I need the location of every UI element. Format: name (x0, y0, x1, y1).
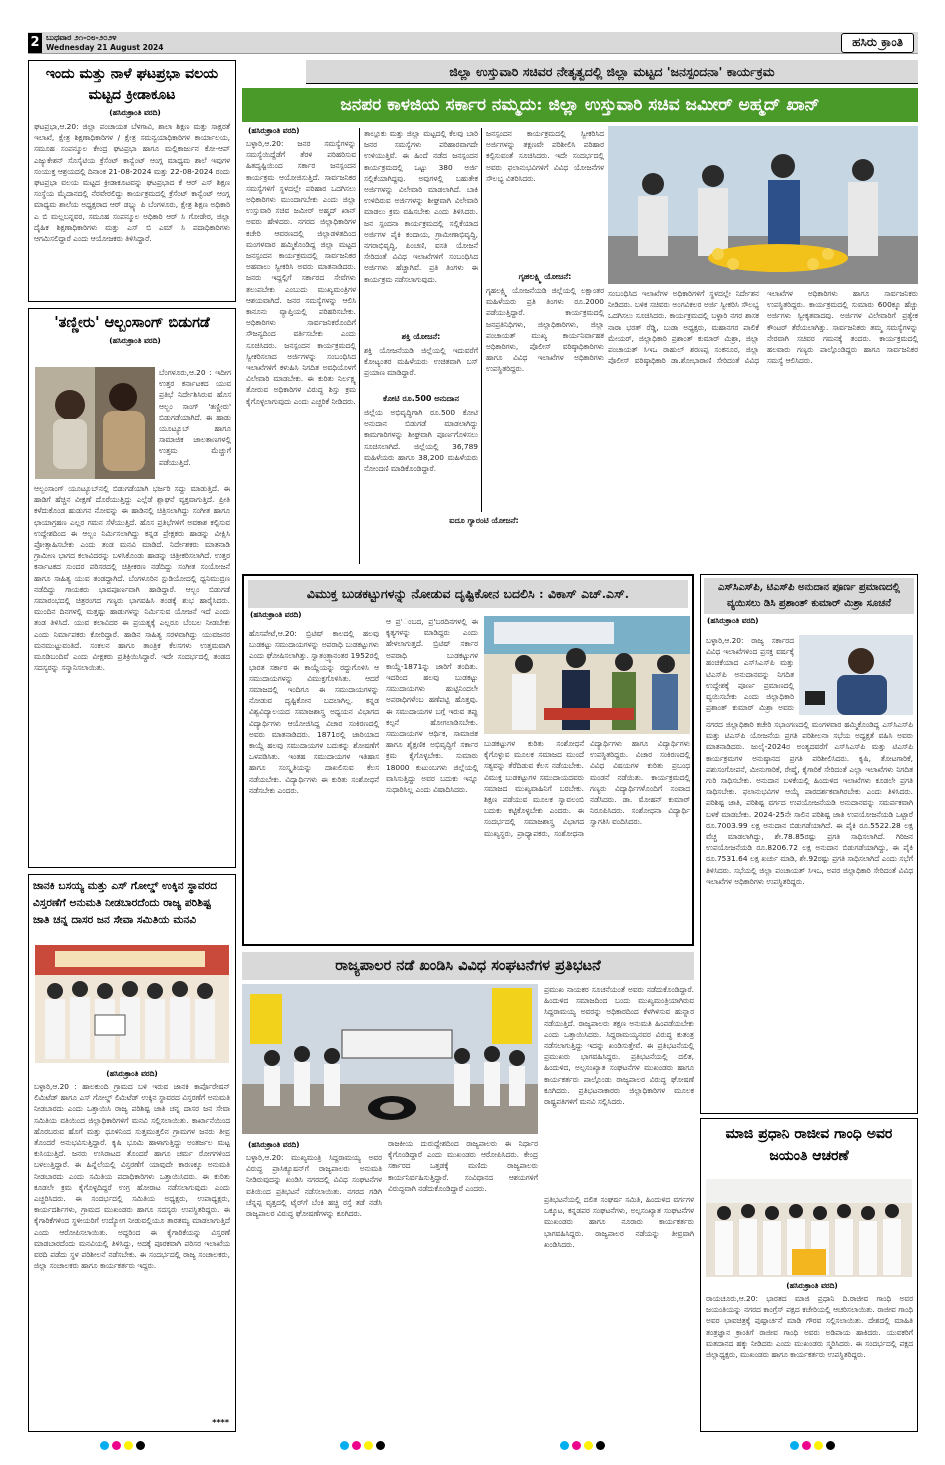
article-sports-meet (28, 60, 236, 302)
registration-marks-right (790, 1441, 835, 1450)
date-local: ಬುಧವಾರ ೨೧-೦೮-೨೦೨೪ (46, 33, 117, 42)
paper-name: ಹಸಿರು ಕ್ರಾಂತಿ (841, 33, 914, 53)
dc-photo (799, 635, 913, 715)
headline: ಮಾಜಿ ಪ್ರಧಾನಿ ರಾಜೀವ ಗಾಂಧಿ ಅವರ ಜಯಂತಿ ಆಚರಣೆ (725, 1126, 893, 1164)
protest-photo (242, 984, 538, 1134)
byline: (ಹಸಿರುಕ್ರಾಂತಿ ವರದಿ) (109, 108, 161, 117)
registration-marks-mid-left (340, 1441, 385, 1450)
page-number: 2 (28, 33, 42, 53)
protest-col-1: ಬಳ್ಳಾರಿ,ಆ.20: ಮುಖ್ಯಮಂತ್ರಿ ಸಿದ್ದರಾಮಯ್ಯ ಅವರ ವಿರುದ್ಧ ಪ್ರಾಸಿಕ್ಯೂಷನ್‌ಗೆ ರಾಜ್ಯಪಾಲರು ಅನುಮತಿ ನೀಡಿರುವುದನ್ನು ಖಂಡಿಸಿ ನಗರದಲ್ಲಿ ವಿವಿಧ ಸಂಘಟನೆಗಳ ವತಿಯಿಂದ ಪ್ರತಿಭಟನೆ ನಡೆಸಲಾಯಿತು. ನಗರದ ಗಡಿಗಿ ಚೆನ್ನಪ್ಪ ವೃತ್ತದಲ್ಲಿ ಟೈರ್‌ಗೆ ಬೆಂಕಿ ಹಚ್ಚಿ ರಸ್ತೆ ತಡೆ ನಡೆಸಿ ರಾಜ್ಯಪಾಲರ ವಿರುದ್ಧ ಘೋಷಣೆಗಳನ್ನು ಕೂಗಿದರು. (246, 1153, 382, 1219)
protest-right-col: ಪ್ರಮುಖ ನಾಯಕರ ಸೂಚನೆಯಂತೆ ಅವರು ನಡೆದುಕೊಂಡಿದ್ದಾರೆ. ಹಿಂದುಳಿದ ಸಮಾಜದಿಂದ ಬಂದು ಮುಖ್ಯಮಂತ್ರಿಯಾಗಿರುವ ಸಿದ್ದರಾಮಯ್ಯ ಅವರನ್ನು ಅಧಿಕಾರದಿಂದ ಕೆಳಗಿಳಿಸುವ ಹುನ್ನಾರ ನಡೆಯುತ್ತಿದೆ. ರಾಜ್ಯಪಾಲರು ತಕ್ಷಣ ಅನುಮತಿ ಹಿಂಪಡೆಯಬೇಕು ಎಂದು ಒತ್ತಾಯಿಸಿದರು. ಸಿದ್ದರಾಮಯ್ಯನವರ ವಿರುದ್ಧ ಕುತಂತ್ರ ನಡೆಸಲಾಗುತ್ತಿದ್ದು ಇದನ್ನು ಖಂಡಿಸುತ್ತೇವೆ. ಈ ಪ್ರತಿಭಟನೆಯಲ್ಲಿ ಪ್ರಮುಖರು ಭಾಗವಹಿಸಿದ್ದರು. ಪ್ರತಿಭಟನೆಯಲ್ಲಿ ದಲಿತ, ಹಿಂದುಳಿದ, ಅಲ್ಪಸಂಖ್ಯಾತ ಸಂಘಟನೆಗಳ ಮುಖಂಡರು ಹಾಗೂ ಕಾರ್ಯಕರ್ತರು ಪಾಲ್ಗೊಂಡು ರಾಜ್ಯಪಾಲರ ವಿರುದ್ಧ ಘೋಷಣೆ ಕೂಗಿದರು. ಪ್ರತಿಭಟನಾಕಾರರು ಜಿಲ್ಲಾಧಿಕಾರಿಗಳ ಮೂಲಕ ರಾಷ್ಟ್ರಪತಿಗಳಿಗೆ ಮನವಿ ಸಲ್ಲಿಸಿದರು. (544, 985, 694, 1107)
byline: (ಹಸಿರುಕ್ರಾಂತಿ ವರದಿ) (109, 336, 161, 345)
lead-story (242, 60, 918, 566)
vimukta-col-1: ಹೊಸಪೇಟೆ,ಆ.20: ಬ್ರಿಟಿಷ್ ಕಾಲದಲ್ಲಿ ಹಲವು ಬುಡಕಟ್ಟು ಸಮುದಾಯಗಳನ್ನು ಅಪರಾಧಿ ಬುಡಕಟ್ಟುಗಳು ಎಂದು ಘೋಷಿಸಲಾಗಿತ್ತು. ಸ್ವಾತಂತ್ರ್ಯಾನಂತರ 1952ರಲ್ಲಿ ಭಾರತ ಸರ್ಕಾರ ಈ ಕಾಯ್ದೆಯನ್ನು ರದ್ದುಗೊಳಿಸಿ ಆ ಸಮುದಾಯಗಳನ್ನು ವಿಮುಕ್ತಗೊಳಿಸಿತು. ಆದರೆ ಸಮಾಜದಲ್ಲಿ ಇಂದಿಗೂ ಈ ಸಮುದಾಯಗಳನ್ನು ನೋಡುವ ದೃಷ್ಟಿಕೋನ ಬದಲಾಗಿಲ್ಲ. ಕನ್ನಡ ವಿಶ್ವವಿದ್ಯಾಲಯದ ಸಮಾಜಶಾಸ್ತ್ರ ಅಧ್ಯಯನ ವಿಭಾಗದ ವಿದ್ಯಾರ್ಥಿಗಳು ಆಯೋಜಿಸಿದ್ದ ವಿಚಾರ ಸಂಕಿರಣದಲ್ಲಿ ಅವರು ಮಾತನಾಡಿದರು. 1871ರಲ್ಲಿ ಜಾರಿಯಾದ ಕಾಯ್ದೆ ಹಲವು ಸಮುದಾಯಗಳ ಬದುಕನ್ನು ಶೋಷಣೆಗೆ ಒಳಪಡಿಸಿತು. ಇಂತಹ ಸಮುದಾಯಗಳ ಇತಿಹಾಸ ಹಾಗೂ ಸಂಸ್ಕೃತಿಯನ್ನು ದಾಖಲಿಸುವ ಕೆಲಸ ನಡೆಯಬೇಕು. ವಿದ್ಯಾರ್ಥಿಗಳು ಈ ಕುರಿತು ಸಂಶೋಧನೆ ನಡೆಸಬೇಕು ಎಂದರು. (249, 629, 379, 795)
headline: ರಾಜ್ಯಪಾಲರ ನಡೆ ಖಂಡಿಸಿ ವಿವಿಧ ಸಂಘಟನೆಗಳ ಪ್ರತಿಭಟನೆ (242, 952, 694, 980)
masthead (28, 32, 918, 54)
headline: ಎಸ್‌ಸಿಎಸ್‌ಪಿ, ಟಿಎಸ್‌ಪಿ ಅನುದಾನ ಪೂರ್ಣ ಪ್ರಮಾಣದಲ್ಲಿ ವ್ಯಯಿಸಲು ಡಿಸಿ ಪ್ರಶಾಂತ್ ಕುಮಾರ್ ಮಿಶ್ರಾ ಸೂಚನೆ (704, 578, 914, 614)
headline: 'ತಣ್ಣೀರು' ಆಲ್ಬಂಸಾಂಗ್ ಬಿಡುಗಡೆ (54, 314, 210, 331)
article-body: ಬಳ್ಳಾರಿ,ಆ.20 : ಹಾಲಕುಂದಿ ಗ್ರಾಮದ ಬಳಿ ಇರುವ ಜಾನಕಿ ಕಾರ್ಪೊರೇಷನ್ ಲಿಮಿಟೆಡ್ ಹಾಗೂ ಎಸ್ ಗೋಲ್ಡ್ ಲಿಮಿಟೆಡ್ ಉಕ್ಕಿನ ಸ್ಥಾವರದ ವಿಸ್ತರಣೆಗೆ ಅನುಮತಿ ನೀಡಬಾರದು ಎಂದು ಒತ್ತಾಯಿಸಿ ರಾಜ್ಯ ಪರಿಶಿಷ್ಟ ಜಾತಿ ಚನ್ನ ದಾಸರ ಜನ ಸೇವಾ ಸಮಿತಿಯ ವತಿಯಿಂದ ಜಿಲ್ಲಾಧಿಕಾರಿಗಳಿಗೆ ಮನವಿ ಸಲ್ಲಿಸಲಾಯಿತು. ಕಾರ್ಖಾನೆಯಿಂದ ಹೊರಬರುವ ಹೊಗೆ ಮತ್ತು ಧೂಳಿನಿಂದ ಸುತ್ತಮುತ್ತಲಿನ ಗ್ರಾಮಗಳ ಜನರು ತೀವ್ರ ತೊಂದರೆ ಅನುಭವಿಸುತ್ತಿದ್ದಾರೆ. ಕೃಷಿ ಭೂಮಿ ಹಾಳಾಗುತ್ತಿದ್ದು ಅಂತರ್ಜಲ ಮಟ್ಟ ಕುಸಿಯುತ್ತಿದೆ. ಜನರು ಉಸಿರಾಟದ ತೊಂದರೆ ಹಾಗೂ ಚರ್ಮ ರೋಗಗಳಿಂದ ಬಳಲುತ್ತಿದ್ದಾರೆ. ಈ ಹಿನ್ನೆಲೆಯಲ್ಲಿ ವಿಸ್ತರಣೆಗೆ ಯಾವುದೇ ಕಾರಣಕ್ಕೂ ಅನುಮತಿ ನೀಡಬಾರದು ಎಂದು ಸಮಿತಿಯ ಪದಾಧಿಕಾರಿಗಳು ಒತ್ತಾಯಿಸಿದರು. ಈ ಕುರಿತು ಕೂಡಲೇ ಕ್ರಮ ಕೈಗೊಳ್ಳದಿದ್ದರೆ ಉಗ್ರ ಹೋರಾಟ ನಡೆಸಲಾಗುವುದು ಎಂದು ಎಚ್ಚರಿಸಿದರು. ಈ ಸಂದರ್ಭದಲ್ಲಿ ಸಮಿತಿಯ ಅಧ್ಯಕ್ಷರು, ಉಪಾಧ್ಯಕ್ಷರು, ಕಾರ್ಯದರ್ಶಿಗಳು, ಗ್ರಾಮದ ಮುಖಂಡರು ಹಾಗೂ ಸದಸ್ಯರು ಉಪಸ್ಥಿತರಿದ್ದರು. ಈ ಕೈಗಾರಿಕೆಗಳಿಂದ ಸ್ಥಳೀಯರಿಗೆ ಉದ್ಯೋಗ ನೀಡುವಲ್ಲಿಯೂ ತಾರತಮ್ಯ ಮಾಡಲಾಗುತ್ತಿದೆ ಎಂದು ಆರೋಪಿಸಲಾಯಿತು. ಅದ್ದರಿಂದ ಈ ಕೈಗಾರಿಕೆಯನ್ನು ವಿಸ್ತರಣೆ ಮಾಡಬಾರದೆಂದು ಮನವಿಯಲ್ಲಿ ತಿಳಿಸಿದ್ದು, ಅದಕ್ಕೆ ಪೂರಕವಾಗಿ ಪರಿಸರ ಇಲಾಖೆಯ ವರದಿ ಪಡೆದು ಸ್ಥಳ ಪರಿಶೀಲನೆ ನಡೆಸಬೇಕು. ಈ ಸಂದರ್ಭದಲ್ಲಿ ರಾಜ್ಯ ಸಂಚಾಲಕರು, ಜಿಲ್ಲಾ ಸಂಚಾಲಕರು ಹಾಗೂ ಕಾರ್ಯಕರ್ತರು ಇದ್ದರು. (34, 1082, 230, 1271)
end-mark: **** (212, 1418, 229, 1427)
byline: (ಹಸಿರುಕ್ರಾಂತಿ ವರದಿ) (786, 1281, 838, 1290)
article-scsp-tsp (700, 574, 918, 1114)
memorandum-photo (35, 945, 229, 1063)
registration-marks-mid-right (560, 1441, 605, 1450)
rajiv-photo (706, 1179, 912, 1277)
article-body: ರಾಯಚೂರು,ಆ.20: ಭಾರತದ ಮಾಜಿ ಪ್ರಧಾನಿ ದಿ.ರಾಜೀವ ಗಾಂಧಿ ಅವರ ಜಯಂತಿಯನ್ನು ನಗರದ ಕಾಂಗ್ರೆಸ್ ಪಕ್ಷದ ಕಚೇರಿಯಲ್ಲಿ ಆಚರಿಸಲಾಯಿತು. ರಾಜೀವ ಗಾಂಧಿ ಅವರ ಭಾವಚಿತ್ರಕ್ಕೆ ಪುಷ್ಪಾರ್ಚನೆ ಮಾಡಿ ಗೌರವ ಸಲ್ಲಿಸಲಾಯಿತು. ದೇಶದಲ್ಲಿ ಮಾಹಿತಿ ತಂತ್ರಜ್ಞಾನ ಕ್ರಾಂತಿಗೆ ರಾಜೀವ ಗಾಂಧಿ ಅವರು ಅಡಿಪಾಯ ಹಾಕಿದರು. ಯುವಕರಿಗೆ ಮತದಾನದ ಹಕ್ಕು ನೀಡಿದರು ಎಂದು ಮುಖಂಡರು ಸ್ಮರಿಸಿದರು. ಈ ಸಂದರ್ಭದಲ್ಲಿ ಪಕ್ಷದ ಜಿಲ್ಲಾಧ್ಯಕ್ಷರು, ಮುಖಂಡರು ಹಾಗೂ ಕಾರ್ಯಕರ್ತರು ಉಪಸ್ಥಿತರಿದ್ದರು. (706, 1294, 913, 1360)
lead-sub-1-body: ಶಕ್ತಿ ಯೋಜನೆಯಡಿ ಜಿಲ್ಲೆಯಲ್ಲಿ ಇದುವರೆಗೆ ಕೋಟ್ಯಂತರ ಮಹಿಳೆಯರು ಉಚಿತವಾಗಿ ಬಸ್ ಪ್ರಯಾಣ ಮಾಡಿದ್ದಾರೆ. (364, 346, 478, 378)
article-body: ಘಟಪ್ರಭಾ,ಆ.20: ಜಿಲ್ಲಾ ಪಂಚಾಯತ ಬೆಳಗಾವಿ, ಶಾಲಾ ಶಿಕ್ಷಣ ಮತ್ತು ಸಾಕ್ಷರತೆ ಇಲಾಖೆ, ಕ್ಷೇತ್ರ ಶಿಕ್ಷಣಾಧಿಕಾರಿಗಳ / ಕ್ಷೇತ್ರ ಸಮನ್ವಯಾಧಿಕಾರಿಗಳ ಕಾರ್ಯಾಲಯ, ಸಮೂಹ ಸಂಪನ್ಮೂಲ ಕೇಂದ್ರ ಘಟಪ್ರಭಾ ಹಾಗೂ ಮಲ್ಲಿಕಾರ್ಜುನ ಕೋ-ಆಪ್ ಎಜ್ಯುಕೇಶನ್ ಸೊಸೈಟಿಯ ಕ್ರೆಸೆಂಟ್ ಕಾನ್ವೆಂಟ್ ಆಂಗ್ಲ ಮಾಧ್ಯಮ ಶಾಲೆ ಇವುಗಳ ಸಂಯುಕ್ತ ಆಶ್ರಯದಲ್ಲಿ ದಿನಾಂಕ 21-08-2024 ಮತ್ತು 22-08-2024 ರಂದು ಘಟಪ್ರಭಾ ವಲಯ ಮಟ್ಟದ ಕ್ರೀಡಾಕೂಟವನ್ನು ಘಟಪ್ರಭಾದ ಕೆ ಆರ್ ಎಸ್ ಶಿಕ್ಷಣ ಸಂಸ್ಥೆಯ ಮೈದಾನದಲ್ಲಿ ನೆರವೇರಲಿದ್ದು ಕಾರ್ಯಕ್ರಮದಲ್ಲಿ ಕ್ರೆಸೆಂಟ್ ಕಾನ್ವೆಂಟ್ ಆಂಗ್ಲ ಮಾಧ್ಯಮ ಶಾಲೆಯ ಅಧ್ಯಕ್ಷರಾದ ಆರ್ ಡಬ್ಲ್ಯು ಪಿ ಬೆಂಗಳೂರು, ಕ್ಷೇತ್ರ ಶಿಕ್ಷಣ ಅಧಿಕಾರಿ ಎ ಬಿ ಮಲ್ಲಬನ್ನವರ, ಸಮೂಹ ಸಂಪನ್ಮೂಲ ಅಧಿಕಾರಿ ಆರ್ ಸಿ ಗೋಡೇರ, ಜಿಲ್ಲಾ ದೈಹಿಕ ಶಿಕ್ಷಣಾಧಿಕಾರಿಗಳು ಮತ್ತು ಎಸ್ ಬಿ ಎಮ್ ಸಿ ಪದಾಧಿಕಾರಿಗಳು ಆಗಮಿಸಲಿದ್ದಾರೆ ಎಂದು ಆಯೋಜಕರು ತಿಳಿಸಿದ್ದಾರೆ. (34, 122, 230, 244)
scsp-body-side: ಬಳ್ಳಾರಿ,ಆ.20: ರಾಜ್ಯ ಸರ್ಕಾರದ ವಿವಿಧ ಇಲಾಖೆಗಳಿಂದ ಪ್ರಸಕ್ತ ವರ್ಷಕ್ಕೆ ಹಂಚಿಕೆಯಾದ ಎಸ್‌ಸಿಎಸ್‌ಪಿ ಮತ್ತು ಟಿಎಸ್‌ಪಿ ಅನುದಾನವನ್ನು ನಿಗದಿತ ಉದ್ದೇಶಕ್ಕೆ ಪೂರ್ಣ ಪ್ರಮಾಣದಲ್ಲಿ ವ್ಯಯಿಸಬೇಕು ಎಂದು ಜಿಲ್ಲಾಧಿಕಾರಿ ಪ್ರಶಾಂತ್ ಕುಮಾರ್ ಮಿಶ್ರಾ ಅವರು (706, 636, 794, 713)
article-steel-plant (28, 874, 236, 1432)
lead-headline: ಜನಪರ ಕಾಳಜಿಯ ಸರ್ಕಾರ ನಮ್ಮದು: ಜಿಲ್ಲಾ ಉಸ್ತುವಾರಿ ಸಚಿವ ಜಮೀರ್ ಅಹ್ಮದ್ ಖಾನ್ (242, 88, 918, 122)
lead-col-3: ಜನಸ್ಪಂದನ ಕಾರ್ಯಕ್ರಮದಲ್ಲಿ ಸ್ವೀಕರಿಸಿದ ಅರ್ಜಿಗಳನ್ನು ತಕ್ಷಣವೇ ಪರಿಶೀಲಿಸಿ ಪರಿಹಾರ ಕಲ್ಪಿಸುವಂತೆ ಸೂಚಿಸಿದರು. ಇದೇ ಸಂದರ್ಭದಲ್ಲಿ ಅವರು ಫಲಾನುಭವಿಗಳಿಗೆ ವಿವಿಧ ಯೋಜನೆಗಳ ಸೌಲಭ್ಯ ವಿತರಿಸಿದರು. (486, 129, 604, 183)
byline: (ಹಸಿರುಕ್ರಾಂತಿ ವರದಿ) (248, 126, 300, 135)
byline: (ಹಸಿರುಕ್ರಾಂತಿ ವರದಿ) (248, 1140, 300, 1149)
headline: ಜಾನಕಿ ಬಸಯ್ಯ ಮತ್ತು ಎಸ್ ಗೋಲ್ಡ್ ಉಕ್ಕಿನ ಸ್ಥಾವರದ ವಿಸ್ತರಣೆಗೆ ಅನುಮತಿ ನೀಡಬಾರದೆಂದು ರಾಜ್ಯ ಪರಿಶಿಷ್ಟ ಜಾತಿ ಚನ್ನ ದಾಸರ ಜನ ಸೇವಾ ಸಮಿತಿಯ ಮನವಿ (33, 880, 218, 926)
album-photo (35, 367, 155, 479)
article-body: ಆಲ್ಬಂಸಾಂಗ್ ಯೂಟ್ಯೂಬ್‌ನಲ್ಲಿ ಬಿಡುಗಡೆಯಾಗಿ ಭರ್ಜರಿ ಸದ್ದು ಮಾಡುತ್ತಿದೆ. ಈ ಹಾಡಿಗೆ ಹೆಚ್ಚಿನ ವೀಕ್ಷಣೆ ದೊರೆಯುತ್ತಿದ್ದು ಎಲ್ಲೆಡೆ ಶ್ಲಾಘನೆ ವ್ಯಕ್ತವಾಗುತ್ತಿದೆ. ಪ್ರೀತಿ ಕಳೆದುಕೊಂಡ ಹುಡುಗನ ನೋವನ್ನು ಈ ಹಾಡಿನಲ್ಲಿ ಚಿತ್ರಿಸಲಾಗಿದ್ದು ಸಂಗೀತ ಹಾಗೂ ಛಾಯಾಗ್ರಹಣ ಎಲ್ಲರ ಗಮನ ಸೆಳೆಯುತ್ತಿದೆ. ಹೊಸ ಪ್ರತಿಭೆಗಳಿಗೆ ಅವಕಾಶ ಕಲ್ಪಿಸುವ ಉದ್ದೇಶದಿಂದ ಈ ಆಲ್ಬಂ ನಿರ್ಮಿಸಲಾಗಿದ್ದು ಕನ್ನಡ ಪ್ರೇಕ್ಷಕರು ಹಾಡನ್ನು ವೀಕ್ಷಿಸಿ ಪ್ರೋತ್ಸಾಹಿಸಬೇಕು ಎಂದು ತಂಡ ಮನವಿ ಮಾಡಿದೆ. ನಿರ್ದೇಶಕರು ಮಾತನಾಡಿ ಗ್ರಾಮೀಣ ಭಾಗದ ಕಲಾವಿದರನ್ನು ಬಳಸಿಕೊಂಡು ಹಾಡನ್ನು ಚಿತ್ರೀಕರಿಸಲಾಗಿದೆ. ಉತ್ತರ ಕರ್ನಾಟಕದ ಸುಂದರ ಪರಿಸರದಲ್ಲಿ ಚಿತ್ರೀಕರಣ ನಡೆದಿದ್ದು ಸಂಗೀತ ಸಂಯೋಜನೆ ಹಾಗೂ ಸಾಹಿತ್ಯ ಯುವ ತಂಡದ್ದಾಗಿದೆ. ಬೆಂಗಳೂರಿನ ಸ್ಟುಡಿಯೋದಲ್ಲಿ ಧ್ವನಿಮುದ್ರಣ ನಡೆದಿದ್ದು ಗಾಯಕರು ಭಾವಪೂರ್ಣವಾಗಿ ಹಾಡಿದ್ದಾರೆ. ಆಲ್ಬಂ ಬಿಡುಗಡೆ ಸಮಾರಂಭದಲ್ಲಿ ಚಿತ್ರರಂಗದ ಗಣ್ಯರು ಭಾಗವಹಿಸಿ ತಂಡಕ್ಕೆ ಶುಭ ಹಾರೈಸಿದರು. ಮುಂದಿನ ದಿನಗಳಲ್ಲಿ ಮತ್ತಷ್ಟು ಹಾಡುಗಳನ್ನು ನಿರ್ಮಿಸುವ ಯೋಜನೆ ಇದೆ ಎಂದು ತಂಡ ತಿಳಿಸಿದೆ. ಯುವ ಕಲಾವಿದರ ಈ ಪ್ರಯತ್ನಕ್ಕೆ ಎಲ್ಲರೂ ಬೆಂಬಲ ನೀಡಬೇಕು ಎಂದು ನಿರ್ಮಾಪಕರು ಕೋರಿದ್ದಾರೆ. ಹಾಡಿನ ಸಾಹಿತ್ಯ ಸರಳವಾಗಿದ್ದು ಯುವಜನರ ಮನಮುಟ್ಟುವಂತಿದೆ. ಸಂಕಲನ ಹಾಗೂ ತಾಂತ್ರಿಕ ಕೆಲಸಗಳು ಉತ್ತಮವಾಗಿ ಮೂಡಿಬಂದಿವೆ ಎಂದು ವೀಕ್ಷಕರು ಪ್ರತಿಕ್ರಿಯಿಸಿದ್ದಾರೆ. ಇದೇ ಸಂದರ್ಭದಲ್ಲಿ ತಂಡದ ಸದಸ್ಯರನ್ನು ಸನ್ಮಾನಿಸಲಾಯಿತು. (34, 484, 230, 673)
lead-sub-4-body: ಗೃಹಲಕ್ಷ್ಮಿ ಯೋಜನೆಯಡಿ ಜಿಲ್ಲೆಯಲ್ಲಿ ಲಕ್ಷಾಂತರ ಮಹಿಳೆಯರು ಪ್ರತಿ ತಿಂಗಳು ರೂ.2000 ಪಡೆಯುತ್ತಿದ್ದಾರೆ. ಕಾರ್ಯಕ್ರಮದಲ್ಲಿ ಜನಪ್ರತಿನಿಧಿಗಳು, ಜಿಲ್ಲಾಧಿಕಾರಿಗಳು, ಜಿಲ್ಲಾ ಪಂಚಾಯತ್ ಮುಖ್ಯ ಕಾರ್ಯನಿರ್ವಾಹಕ ಅಧಿಕಾರಿಗಳು, ಪೊಲೀಸ್ ವರಿಷ್ಠಾಧಿಕಾರಿಗಳು ಹಾಗೂ ವಿವಿಧ ಇಲಾಖೆಗಳ ಅಧಿಕಾರಿಗಳು ಉಪಸ್ಥಿತರಿದ್ದರು. (486, 286, 604, 374)
vimukta-photo (484, 616, 690, 734)
date-english: Wednesday 21 August 2024 (46, 43, 164, 52)
byline: (ಹಸಿರುಕ್ರಾಂತಿ ವರದಿ) (707, 616, 759, 625)
lead-col-2: ತಾಲ್ಲೂಕು ಮತ್ತು ಜಿಲ್ಲಾ ಮಟ್ಟದಲ್ಲಿ ಕೆಲವು ಬಾರಿ ಜನರ ಸಮಸ್ಯೆಗಳು ಪರಿಹಾರವಾಗದೇ ಉಳಿಯುತ್ತಿವೆ. ಈ ಹಿಂದೆ ನಡೆದ ಜನಸ್ಪಂದನ ಕಾರ್ಯಕ್ರಮದಲ್ಲಿ ಒಟ್ಟು 380 ಅರ್ಜಿ ಸಲ್ಲಿಕೆಯಾಗಿದ್ದವು. ಅವುಗಳಲ್ಲಿ ಬಹುತೇಕ ಅರ್ಜಿಗಳನ್ನು ವಿಲೇವಾರಿ ಮಾಡಲಾಗಿದೆ. ಬಾಕಿ ಉಳಿದಿರುವ ಅರ್ಜಿಗಳನ್ನು ಶೀಘ್ರವಾಗಿ ವಿಲೇವಾರಿ ಮಾಡಲು ಕ್ರಮ ವಹಿಸಬೇಕು ಎಂದು ತಿಳಿಸಿದರು. ಜನ ಸ್ಪಂದನಾ ಕಾರ್ಯಕ್ರಮದಲ್ಲಿ ಸಲ್ಲಿಕೆಯಾದ ಅರ್ಜಿಗಳ ಪೈಕಿ ಕಂದಾಯ, ಗ್ರಾಮೀಣಾಭಿವೃದ್ಧಿ, ನಗರಾಭಿವೃದ್ಧಿ, ಪಿಂಚಣಿ, ವಸತಿ ಯೋಜನೆ ಸೇರಿದಂತೆ ವಿವಿಧ ಇಲಾಖೆಗಳಿಗೆ ಸಂಬಂಧಿಸಿದ ಅರ್ಜಿಗಳು ಹೆಚ್ಚಾಗಿವೆ. ಪ್ರತಿ ತಿಂಗಳು ಈ ಕಾರ್ಯಕ್ರಮ ನಡೆಸಲಾಗುವುದು. (364, 129, 478, 284)
byline: (ಹಸಿರುಕ್ರಾಂತಿ ವರದಿ) (106, 1069, 158, 1078)
headline: ಇಂದು ಮತ್ತು ನಾಳೆ ಘಟಪ್ರಭಾ ವಲಯ ಮಟ್ಟದ ಕ್ರೀಡಾಕೂಟ (45, 66, 219, 103)
article-protest (242, 952, 694, 1432)
article-vimukta (242, 574, 694, 946)
vimukta-col-2: ಆ ಪ್ರ'ಂಬದ, ಪ್ರ'ಬರದಿನಗಳಲ್ಲಿ ಈ ಕೃತ್ಯಗಳನ್ನು ಮಾಡಿದ್ದರು ಎಂದು ಹೇಳಲಾಗುತ್ತದೆ. ಬ್ರಿಟಿಷ್ ಸರ್ಕಾರ ಅಪರಾಧಿ ಬುಡಕಟ್ಟುಗಳ ಕಾಯ್ದೆ-1871ನ್ನು ಜಾರಿಗೆ ತಂದಿತು. ಇದರಿಂದ ಹಲವು ಬುಡಕಟ್ಟು ಸಮುದಾಯಗಳು ಹುಟ್ಟಿನಿಂದಲೇ ಅಪರಾಧಿಗಳೆಂಬ ಹಣೆಪಟ್ಟಿ ಹೊತ್ತವು. ಈ ಸಮುದಾಯಗಳ ಬಗ್ಗೆ ಇರುವ ತಪ್ಪು ಕಲ್ಪನೆ ಹೋಗಲಾಡಿಸಬೇಕು. ಸಮುದಾಯಗಳ ಆರ್ಥಿಕ, ಸಾಮಾಜಿಕ ಹಾಗೂ ಶೈಕ್ಷಣಿಕ ಅಭಿವೃದ್ಧಿಗೆ ಸರ್ಕಾರ ಕ್ರಮ ಕೈಗೊಳ್ಳಬೇಕು. ಸುಮಾರು 18000 ಕುಟುಂಬಗಳು ಜಿಲ್ಲೆಯಲ್ಲಿ ವಾಸಿಸುತ್ತಿದ್ದು ಅವರ ಬದುಕು ಇನ್ನೂ ಸುಧಾರಿಸಿಲ್ಲ ಎಂದು ವಿಷಾದಿಸಿದರು. (386, 617, 478, 795)
byline: (ಹಸಿರುಕ್ರಾಂತಿ ವರದಿ) (250, 610, 302, 619)
top-banner (306, 60, 918, 84)
article-body-side: ಬೆಂಗಳೂರು,ಆ.20 : ಇದೀಗ ಉತ್ತರ ಕರ್ನಾಟಕದ ಯುವ ಪ್ರತಿಭೆ ನಿರ್ದೇಶಿಸಿರುವ ಹೊಸ ಆಲ್ಬಂ ಸಾಂಗ್ 'ತಣ್ಣೀರು' ಬಿಡುಗಡೆಯಾಗಿದೆ. ಈ ಹಾಡು ಯೂಟ್ಯೂಬ್ ಹಾಗೂ ಸಾಮಾಜಿಕ ಜಾಲತಾಣಗಳಲ್ಲಿ ಉತ್ತಮ ಮೆಚ್ಚುಗೆ ಪಡೆಯುತ್ತಿದೆ. (159, 368, 231, 467)
protest-col-2: ರಾಜಕೀಯ ದುರುದ್ದೇಶದಿಂದ ರಾಜ್ಯಪಾಲರು ಈ ನಿರ್ಧಾರ ಕೈಗೊಂಡಿದ್ದಾರೆ ಎಂದು ಮುಖಂಡರು ಆರೋಪಿಸಿದರು. ಕೇಂದ್ರ ಸರ್ಕಾರದ ಒತ್ತಡಕ್ಕೆ ಮಣಿದು ರಾಜ್ಯಪಾಲರು ಕಾರ್ಯನಿರ್ವಹಿಸುತ್ತಿದ್ದಾರೆ. ಸಂವಿಧಾನದ ಆಶಯಗಳಿಗೆ ವಿರುದ್ಧವಾಗಿ ನಡೆದುಕೊಂಡಿದ್ದಾರೆ ಎಂದರು. (388, 1139, 538, 1193)
article-album-song (28, 308, 236, 868)
lead-col-4: ಸಂಬಂಧಿಸಿದ ಇಲಾಖೆಗಳ ಅಧಿಕಾರಿಗಳಿಗೆ ಸ್ಥಳದಲ್ಲೇ ನಿರ್ದೇಶನ ನೀಡಿದರು. ಬಳಿಕ ಸಚಿವರು ಅಂಗವಿಕಲರ ಅರ್ಜಿ ಸ್ವೀಕರಿಸಿ ಸೌಲಭ್ಯ ಒದಗಿಸಲು ಸೂಚಿಸಿದರು. ಕಾರ್ಯಕ್ರಮದಲ್ಲಿ ಬಳ್ಳಾರಿ ನಗರ ಶಾಸಕ ನಾರಾ ಭರತ್ ರೆಡ್ಡಿ, ಬುಡಾ ಅಧ್ಯಕ್ಷರು, ಮಹಾನಗರ ಪಾಲಿಕೆ ಮೇಯರ್, ಜಿಲ್ಲಾಧಿಕಾರಿ ಪ್ರಶಾಂತ್ ಕುಮಾರ್ ಮಿಶ್ರಾ, ಜಿಲ್ಲಾ ಪಂಚಾಯತ್ ಸಿಇಒ ರಾಹುಲ್ ಶರಣಪ್ಪ ಸಂಕನೂರ, ಜಿಲ್ಲಾ ಪೊಲೀಸ್ ವರಿಷ್ಠಾಧಿಕಾರಿ ಡಾ.ಶೋಭಾರಾಣಿ ಸೇರಿದಂತೆ ವಿವಿಧ ಇಲಾಖೆಗಳ ಅಧಿಕಾರಿಗಳು ಹಾಗೂ ಸಾರ್ವಜನಿಕರು ಉಪಸ್ಥಿತರಿದ್ದರು. ಕಾರ್ಯಕ್ರಮದಲ್ಲಿ ಸುಮಾರು 600ಕ್ಕೂ ಹೆಚ್ಚು ಅರ್ಜಿಗಳು ಸ್ವೀಕೃತವಾದವು. ಅರ್ಜಿಗಳ ವಿಲೇವಾರಿಗೆ ಪ್ರತ್ಯೇಕ ಕೌಂಟರ್ ತೆರೆಯಲಾಗಿತ್ತು. ಸಾರ್ವಜನಿಕರು ತಮ್ಮ ಸಮಸ್ಯೆಗಳನ್ನು ನೇರವಾಗಿ ಸಚಿವರ ಗಮನಕ್ಕೆ ತಂದರು. ಕಾರ್ಯಕ್ರಮದಲ್ಲಿ ಹಲವಾರು ಗಣ್ಯರು ಪಾಲ್ಗೊಂಡಿದ್ದರು ಹಾಗೂ ಸಾರ್ವಜನಿಕರ ಸಮಸ್ಯೆ ಆಲಿಸಿದರು. (608, 289, 918, 366)
vimukta-col-3: ಬುಡಕಟ್ಟುಗಳ ಕುರಿತು ಸಂಶೋಧನೆ ಕೈಗೊಳ್ಳುವ ಮೂಲಕ ಸಮಾಜದ ಮುಂದೆ ಸತ್ಯವನ್ನು ತೆರೆದಿಡುವ ಕೆಲಸ ನಡೆಯಬೇಕು. ವಿಮುಕ್ತ ಬುಡಕಟ್ಟುಗಳ ಸಮುದಾಯದವರು ಸಮಾಜದ ಮುಖ್ಯವಾಹಿನಿಗೆ ಬರಬೇಕು. ಶಿಕ್ಷಣ ಪಡೆಯುವ ಮೂಲಕ ಸ್ವಾವಲಂಬಿ ಬದುಕು ಕಟ್ಟಿಕೊಳ್ಳಬೇಕು ಎಂದರು. ಈ ಸಂದರ್ಭದಲ್ಲಿ ಸಮಾಜಶಾಸ್ತ್ರ ವಿಭಾಗದ ಮುಖ್ಯಸ್ಥರು, ಪ್ರಾಧ್ಯಾಪಕರು, ಸಂಶೋಧನಾ ವಿದ್ಯಾರ್ಥಿಗಳು ಹಾಗೂ ವಿದ್ಯಾರ್ಥಿಗಳು ಉಪಸ್ಥಿತರಿದ್ದರು. ವಿಚಾರ ಸಂಕಿರಣದಲ್ಲಿ ವಿವಿಧ ವಿಷಯಗಳ ಕುರಿತು ಪ್ರಬಂಧ ಮಂಡನೆ ನಡೆಯಿತು. ಕಾರ್ಯಕ್ರಮದಲ್ಲಿ ಗಣ್ಯರು ವಿದ್ಯಾರ್ಥಿಗಳೊಂದಿಗೆ ಸಂವಾದ ನಡೆಸಿದರು. ಡಾ. ಮೋಹನ್ ಕುಮಾರ್ ನಿರೂಪಿಸಿದರು. ಸಂಶೋಧನಾ ವಿದ್ಯಾರ್ಥಿ ಸ್ವಾಗತಿಸಿ ವಂದಿಸಿದರು. (484, 739, 690, 838)
protest-col-3: ಪ್ರತಿಭಟನೆಯಲ್ಲಿ ದಲಿತ ಸಂಘರ್ಷ ಸಮಿತಿ, ಹಿಂದುಳಿದ ವರ್ಗಗಳ ಒಕ್ಕೂಟ, ಕನ್ನಡಪರ ಸಂಘಟನೆಗಳು, ಅಲ್ಪಸಂಖ್ಯಾತ ಸಂಘಟನೆಗಳ ಮುಖಂಡರು ಹಾಗೂ ನೂರಾರು ಕಾರ್ಯಕರ್ತರು ಭಾಗವಹಿಸಿದ್ದರು. ರಾಜ್ಯಪಾಲರ ನಡೆಯನ್ನು ತೀವ್ರವಾಗಿ ಖಂಡಿಸಿದರು. (544, 1195, 694, 1249)
headline: ವಿಮುಕ್ತ ಬುಡಕಟ್ಟುಗಳನ್ನು ನೋಡುವ ದೃಷ್ಟಿಕೋನ ಬದಲಿಸಿ : ವಿಕಾಸ್ ಎಚ್.ಎಸ್. (248, 580, 688, 608)
lead-sub-2: ಕೋಟಿ ರೂ.500 ಅನುದಾನ (383, 394, 459, 403)
left-column (28, 60, 236, 1432)
article-body: ನಗರದ ಜಿಲ್ಲಾಧಿಕಾರಿ ಕಚೇರಿ ಸಭಾಂಗಣದಲ್ಲಿ ಮಂಗಳವಾರ ಹಮ್ಮಿಕೊಂಡಿದ್ದ ಎಸ್‌ಸಿಎಸ್‌ಪಿ ಮತ್ತು ಟಿಎಸ್‌ಪಿ ಯೋಜನೆಯ ಪ್ರಗತಿ ಪರಿಶೀಲನಾ ಸಭೆಯ ಅಧ್ಯಕ್ಷತೆ ವಹಿಸಿ ಅವರು ಮಾತನಾಡಿದರು. ಜುಲೈ-2024ರ ಅಂತ್ಯದವರೆಗೆ ಎಸ್‌ಸಿಎಸ್‌ಪಿ ಮತ್ತು ಟಿಎಸ್‌ಪಿ ಕಾರ್ಯಕ್ರಮಗಳ ಅನುಷ್ಠಾನದ ಪ್ರಗತಿ ಪರಿಶೀಲಿಸಿದರು. ಕೃಷಿ, ತೋಟಗಾರಿಕೆ, ಪಶುಸಂಗೋಪನೆ, ಮೀನುಗಾರಿಕೆ, ರೇಷ್ಮೆ, ಕೈಗಾರಿಕೆ ಸೇರಿದಂತೆ ಎಲ್ಲಾ ಇಲಾಖೆಗಳು ನಿಗದಿತ ಗುರಿ ಸಾಧಿಸಬೇಕು. ಅನುದಾನ ಬಳಕೆಯಲ್ಲಿ ಹಿಂದುಳಿದ ಇಲಾಖೆಗಳು ಕೂಡಲೇ ಪ್ರಗತಿ ಸಾಧಿಸಬೇಕು. ಫಲಾನುಭವಿಗಳ ಆಯ್ಕೆ ಪಾರದರ್ಶಕವಾಗಿರಬೇಕು ಎಂದು ತಿಳಿಸಿದರು. ಪರಿಶಿಷ್ಟ ಜಾತಿ, ಪರಿಶಿಷ್ಟ ವರ್ಗದ ಉಪಯೋಜನೆಯಡಿ ಅನುದಾನವನ್ನು ಸಮರ್ಪಕವಾಗಿ ಬಳಕೆ ಮಾಡಬೇಕು. 2024-25ನೇ ಸಾಲಿನ ಪರಿಶಿಷ್ಟ ಜಾತಿ ಉಪಯೋಜನೆಯಡಿ ಒಟ್ಟಾರೆ ರೂ.7003.99 ಲಕ್ಷ ಅನುದಾನ ಬಿಡುಗಡೆಯಾಗಿದೆ. ಈ ಪೈಕಿ ರೂ.5522.28 ಲಕ್ಷ ವೆಚ್ಚ ಮಾಡಲಾಗಿದ್ದು, ಶೇ.78.85ರಷ್ಟು ಪ್ರಗತಿ ಸಾಧಿಸಲಾಗಿದೆ. ಗಿರಿಜನ ಉಪಯೋಜನೆಯಡಿ ರೂ.8206.72 ಲಕ್ಷ ಅನುದಾನ ಬಿಡುಗಡೆಯಾಗಿದ್ದು, ಈ ಪೈಕಿ ರೂ.7531.64 ಲಕ್ಷ ಖರ್ಚು ಮಾಡಿ, ಶೇ.92ರಷ್ಟು ಪ್ರಗತಿ ಸಾಧಿಸಲಾಗಿದೆ ಎಂದು ಸಭೆಗೆ ತಿಳಿಸಿದರು. ಸಭೆಯಲ್ಲಿ ಜಿಲ್ಲಾ ಪಂಚಾಯತ್ ಸಿಇಒ, ಅಪರ ಜಿಲ್ಲಾಧಿಕಾರಿ ಸೇರಿದಂತೆ ವಿವಿಧ ಇಲಾಖೆಗಳ ಅಧಿಕಾರಿಗಳು ಉಪಸ್ಥಿತರಿದ್ದರು. (706, 720, 913, 886)
lead-sub-1: ಶಕ್ತಿ ಯೋಜನೆ: (401, 332, 441, 341)
lead-sub-2-body: ಜಿಲ್ಲೆಯ ಅಭಿವೃದ್ಧಿಗಾಗಿ ರೂ.500 ಕೋಟಿ ಅನುದಾನ ಬಿಡುಗಡೆ ಮಾಡಲಾಗಿದ್ದು ಕಾಮಗಾರಿಗಳನ್ನು ಶೀಘ್ರವಾಗಿ ಪೂರ್ಣಗೊಳಿಸಲು ಸೂಚಿಸಲಾಗಿದೆ. ಜಿಲ್ಲೆಯಲ್ಲಿ 36,789 ಮಹಿಳೆಯರು ಹಾಗೂ 38,200 ಮಹಿಳೆಯರು ನೋಂದಣಿ ಮಾಡಿಕೊಂಡಿದ್ದಾರೆ. (364, 408, 478, 474)
registration-marks-left (100, 1441, 145, 1450)
lead-sub-3: ಐದೂ ಗ್ಯಾರಂಟಿ ಯೋಜನೆ: (449, 516, 519, 525)
lead-sub-4: ಗೃಹಲಕ್ಷ್ಮಿ ಯೋಜನೆ: (518, 272, 572, 281)
lead-photo (608, 126, 918, 284)
article-rajiv-gandhi (700, 1118, 918, 1432)
lead-col-1: ಬಳ್ಳಾರಿ,ಆ.20: ಜನರ ಸಮಸ್ಯೆಗಳನ್ನು ಸಮಸ್ಯೆಯಿದ್ದೆಡೆಗೆ ತೆರಳಿ ಪರಿಹರಿಸುವ ಹಿತದೃಷ್ಟಿಯಿಂದ ಸರ್ಕಾರ ಜನಸ್ಪಂದನ ಕಾರ್ಯಕ್ರಮ ಆಯೋಜಿಸುತ್ತಿದೆ. ಸಾರ್ವಜನಿಕರ ಸಮಸ್ಯೆಗಳಿಗೆ ಸ್ಥಳದಲ್ಲೇ ಪರಿಹಾರ ಒದಗಿಸಲು ಅಧಿಕಾರಿಗಳು ಮುಂದಾಗಬೇಕು ಎಂದು ಜಿಲ್ಲಾ ಉಸ್ತುವಾರಿ ಸಚಿವ ಜಮೀರ್ ಅಹ್ಮದ್ ಖಾನ್ ಅವರು ಹೇಳಿದರು. ನಗರದ ಜಿಲ್ಲಾಧಿಕಾರಿಗಳ ಕಚೇರಿ ಆವರಣದಲ್ಲಿ ಜಿಲ್ಲಾಡಳಿತದಿಂದ ಮಂಗಳವಾರ ಹಮ್ಮಿಕೊಂಡಿದ್ದ ಜಿಲ್ಲಾ ಮಟ್ಟದ ಜನಸ್ಪಂದನ ಕಾರ್ಯಕ್ರಮದಲ್ಲಿ ಸಾರ್ವಜನಿಕರ ಅಹವಾಲು ಸ್ವೀಕರಿಸಿ ಅವರು ಮಾತನಾಡಿದರು. ಜನರು ಇದ್ದಲ್ಲಿಗೆ ಸರ್ಕಾರದ ಸೇವೆಗಳು ತಲುಪಬೇಕು ಎಂಬುದು ಮುಖ್ಯಮಂತ್ರಿಗಳ ಆಶಯವಾಗಿದೆ. ಜನರ ಸಮಸ್ಯೆಗಳನ್ನು ಆಲಿಸಿ ಕಾನೂನು ವ್ಯಾಪ್ತಿಯಲ್ಲಿ ಪರಿಹರಿಸಬೇಕು. ಅಧಿಕಾರಿಗಳು ಸಾರ್ವಜನಿಕರೊಂದಿಗೆ ಸೌಜನ್ಯದಿಂದ ವರ್ತಿಸಬೇಕು ಎಂದು ಸೂಚಿಸಿದರು. ಜನಸ್ಪಂದನ ಕಾರ್ಯಕ್ರಮದಲ್ಲಿ ಸ್ವೀಕರಿಸಲಾದ ಅರ್ಜಿಗಳನ್ನು ಸಂಬಂಧಿಸಿದ ಇಲಾಖೆಗಳಿಗೆ ಕಳುಹಿಸಿ ನಿಗದಿತ ಅವಧಿಯೊಳಗೆ ವಿಲೇವಾರಿ ಮಾಡಬೇಕು. ಈ ಕುರಿತು ನಿರ್ಲಕ್ಷ್ಯ ತೋರುವ ಅಧಿಕಾರಿಗಳ ವಿರುದ್ಧ ಶಿಸ್ತು ಕ್ರಮ ಕೈಗೊಳ್ಳಲಾಗುವುದು ಎಂದು ಎಚ್ಚರಿಕೆ ನೀಡಿದರು. (246, 139, 356, 406)
top-banner-text: ಜಿಲ್ಲಾ ಉಸ್ತುವಾರಿ ಸಚಿವರ ನೇತೃತ್ವದಲ್ಲಿ ಜಿಲ್ಲಾ ಮಟ್ಟದ 'ಜನಸ್ಪಂದನಾ' ಕಾರ್ಯಕ್ರಮ (449, 64, 775, 79)
